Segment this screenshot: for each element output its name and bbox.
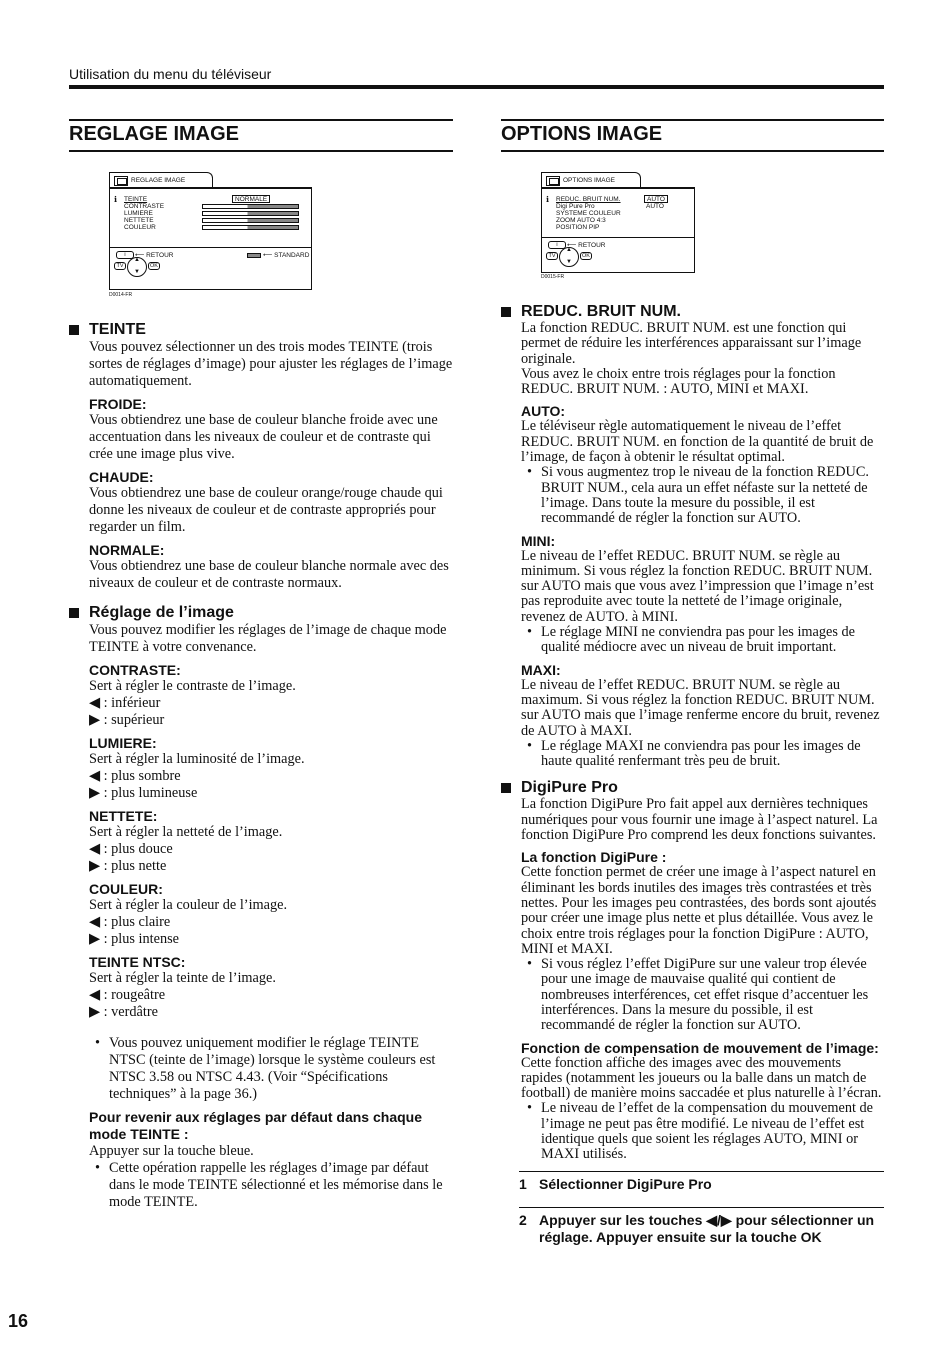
- mini-text: Le niveau de l’effet REDUC. BRUIT NUM. se règle au minimum. Si vous réglez la fonction REDUC. BRUIT NUM. sur AUTO mais que vous avez l’impression que l’image n’est pas reproduite avec toute la netteté de l’image originale, revenez de AUTO. à MINI.: [521, 547, 874, 625]
- heading-text: Réglage de l’image: [89, 604, 234, 621]
- reduc-heading: [501, 303, 884, 321]
- step-text: Sélectionner DigiPure Pro: [539, 1175, 712, 1192]
- reduc-text1: La fonction REDUC. BRUIT NUM. est une fonction qui permet de réduire les interférences apparaissant sur l’image originale.: [521, 320, 862, 367]
- slider-bar: [202, 204, 299, 209]
- standard-label: ⟵ STANDARD: [263, 252, 310, 259]
- standard-text: STANDARD: [274, 252, 310, 259]
- ntsc-left: ◀ : rougeâtre: [89, 987, 166, 1003]
- screen-menu-list: [556, 196, 621, 231]
- page-header: Utilisation du menu du téléviseur: [69, 66, 272, 82]
- froide-heading: FROIDE:: [89, 396, 147, 412]
- contraste-text: Sert à régler le contraste de l’image.: [89, 678, 296, 694]
- normale-heading: NORMALE:: [89, 542, 165, 558]
- digipure-text: La fonction DigiPure Pro fait appel aux dernières techniques numériques pour vous fournir une image à l’aspect naturel. La fonction DigiPure Pro comprend les deux fonctions suivantes.: [521, 796, 878, 844]
- figure-code: D0015-FR: [541, 274, 565, 280]
- maxi-text: Le niveau de l’effet REDUC. BRUIT NUM. se règle au maximum. Si vous réglez la fonction REDUC. BRUIT NUM. sur AUTO mais que l’image renferme encore du bruit, revenez de AUTO à MAXI.: [521, 676, 880, 739]
- digipure-heading: [501, 779, 884, 797]
- compensation-note: [501, 1101, 884, 1162]
- page-number: 16: [8, 1311, 29, 1331]
- nettete-heading: NETTETE:: [89, 808, 158, 824]
- contraste-right: ▶ : supérieur: [89, 712, 165, 728]
- screen-menu-item: LUMIERE: [124, 210, 153, 217]
- screen-menu-list: [124, 196, 164, 231]
- slider-bar: [202, 211, 299, 216]
- step-text: Appuyer sur les touches ◀/▶ pour sélectionner un réglage. Appuyer ensuite sur la touche OK: [539, 1211, 875, 1245]
- ntsc-text: Sert à régler la teinte de l’image.: [89, 970, 276, 986]
- screen-menu-item: POSITION PIP: [556, 224, 600, 231]
- header-rule: [69, 85, 884, 89]
- info-icon: ℹ: [546, 195, 550, 204]
- screen-menu-item: REDUC. BRUIT NUM.: [556, 196, 621, 203]
- ntsc-right: ▶ : verdâtre: [89, 1004, 158, 1020]
- value-box: AUTO: [644, 195, 668, 203]
- screen-tab: [109, 172, 213, 188]
- screen-box: [541, 187, 695, 273]
- bullet-text: • Si vous réglez l’effet DigiPure sur une valeur trop élevée pour une image de mauvaise qualité qui contient de nombreuses interférences, cet effet risque d’accentuer les interférences. Dans la mesure du possible, il est recommandé de régler la fonction sur AUTO.: [521, 957, 884, 1033]
- lumiere-heading: LUMIERE:: [89, 735, 157, 751]
- maxi-note: [501, 739, 884, 770]
- teinte-value-box: NORMALE: [232, 195, 270, 203]
- maxi-heading: MAXI:: [521, 661, 561, 678]
- defaut-text: Appuyer sur la touche bleue.: [89, 1143, 254, 1159]
- tv-menu-icon: [114, 176, 128, 186]
- slider-bar: [202, 225, 299, 230]
- step-2: [519, 1207, 884, 1246]
- step-number: 1: [519, 1175, 527, 1192]
- return-label: ⟵ RETOUR: [135, 252, 174, 259]
- defaut-heading: Pour revenir aux réglages par défaut dans chaque mode TEINTE :: [89, 1109, 422, 1142]
- mini-heading: MINI:: [521, 532, 556, 549]
- bullet-text: • Si vous augmentez trop le niveau de la fonction REDUC. BRUIT NUM., cela aura un effet néfaste sur la netteté de l’image. Dans toute la mesure du possible, il est recommandé de régler la fonction sur AUTO.: [521, 465, 884, 526]
- reduc-text2: Vous avez le choix entre trois réglages pour la fonction REDUC. BRUIT NUM. : AUTO, MINI et MAXI.: [521, 365, 836, 398]
- bullet-text: • Le réglage MAXI ne conviendra pas pour les images de haute qualité renfermant très peu de bruit.: [521, 739, 884, 770]
- ntsc-heading: TEINTE NTSC:: [89, 954, 186, 970]
- screen-menu-item: SYSTEME COULEUR: [556, 210, 621, 217]
- bullet-text: • Cette opération rappelle les réglages d’image par défaut dans le mode TEINTE sélectionné et les mémorise dans le mode TEINTE.: [89, 1160, 453, 1211]
- return-text: RETOUR: [578, 242, 606, 249]
- screen-menu-item: Digi Pure Pro: [556, 203, 595, 210]
- compensation-heading: Fonction de compensation de mouvement de l’image:: [521, 1039, 879, 1056]
- nettete-right: ▶ : plus nette: [89, 858, 167, 874]
- step-1: [519, 1171, 884, 1193]
- couleur-left: ◀ : plus claire: [89, 914, 171, 930]
- teinte-heading: [69, 321, 453, 339]
- square-bullet-icon: [501, 783, 511, 793]
- section-title-reglage-image: REGLAGE IMAGE: [69, 119, 453, 152]
- defaut-note: [69, 1160, 453, 1211]
- blue-key-icon: [247, 253, 261, 258]
- value-text: AUTO: [646, 203, 664, 210]
- step-number: 2: [519, 1211, 527, 1228]
- bullet-text: • Le réglage MINI ne conviendra pas pour les images de qualité médiocre avec un niveau de bruit important.: [521, 625, 884, 656]
- screen-menu-item: TEINTE: [124, 196, 148, 203]
- screen-menu-item: CONTRASTE: [124, 203, 165, 210]
- ntsc-note: [69, 1035, 453, 1103]
- right-column: [501, 119, 884, 1246]
- screen-menu-item: ZOOM AUTO 4:3: [556, 217, 606, 224]
- lumiere-text: Sert à régler la luminosité de l’image.: [89, 751, 305, 767]
- teinte-intro: Vous pouvez sélectionner un des trois modes TEINTE (trois sortes de réglages d’image) pour ajuster les réglages de l’image automatiquement.: [89, 339, 453, 389]
- auto-heading: AUTO:: [521, 403, 566, 420]
- key-ok-icon: OK: [148, 262, 160, 270]
- couleur-heading: COULEUR:: [89, 881, 163, 897]
- fonction-digipure-note: [501, 957, 884, 1033]
- auto-note: [501, 465, 884, 526]
- options-image-screen-illustration: [501, 170, 884, 305]
- heading-text: REDUC. BRUIT NUM.: [521, 303, 681, 320]
- dpad-icon: [559, 247, 579, 267]
- fonction-digipure-text: Cette fonction permet de créer une image à l’aspect naturel en éliminant les bords inutiles des images très contrastées et très nettes. Pour les images peu contrastées, des bords sont ajoutés pour créer une image plus nette et plus détaillée. Vous avez le choix entre trois réglages pour la fonction DigiPure : AUTO, MINI et MAXI.: [521, 864, 877, 957]
- couleur-right: ▶ : plus intense: [89, 931, 180, 947]
- screen-menu-item: COULEUR: [124, 224, 156, 231]
- left-column: [69, 119, 453, 1211]
- figure-code: D0014-FR: [109, 292, 133, 298]
- chaude-heading: CHAUDE:: [89, 469, 154, 485]
- screen-divider: [542, 237, 694, 238]
- key-i-icon: i: [548, 241, 566, 249]
- reglage-image-screen-illustration: [69, 170, 453, 305]
- section-title-options-image: OPTIONS IMAGE: [501, 119, 884, 152]
- mini-note: [501, 625, 884, 656]
- square-bullet-icon: [69, 608, 79, 618]
- reglage-heading: [69, 604, 453, 622]
- tv-menu-icon: [546, 176, 560, 186]
- key-ok-icon: OK: [580, 252, 592, 260]
- chaude-text: Vous obtiendrez une base de couleur orange/rouge chaude qui donne les niveaux de couleur et de contraste appropriés pour regarder un film.: [89, 485, 443, 535]
- key-tv-icon: TV: [546, 252, 558, 260]
- bullet-text: • Le niveau de l’effet de la compensation du mouvement de l’image ne peut pas être modifié. Le niveau de l’effet est identique quels que soient les réglages AUTO, MINI or MAXI utilisés.: [521, 1101, 884, 1162]
- key-i-icon: i: [116, 251, 134, 259]
- screen-menu-item: NETTETE: [124, 217, 154, 224]
- heading-text: DigiPure Pro: [521, 779, 618, 797]
- return-label: ⟵ RETOUR: [567, 242, 606, 249]
- auto-text: Le téléviseur règle automatiquement le niveau de l’effet REDUC. BRUIT NUM. en fonction de la quantité de bruit de l’image, de façon à obtenir le résultat optimal.: [521, 418, 874, 466]
- fonction-digipure-heading: La fonction DigiPure :: [521, 849, 667, 866]
- info-icon: ℹ: [114, 195, 118, 204]
- lumiere-right: ▶ : plus lumineuse: [89, 785, 198, 801]
- slider-bar: [202, 218, 299, 223]
- bullet-text: • Vous pouvez uniquement modifier le réglage TEINTE NTSC (teinte de l’image) lorsque le système couleurs est NTSC 3.58 ou NTSC 4.43. (Voir “Spécifications techniques” à la page 36.): [89, 1035, 453, 1103]
- nettete-left: ◀ : plus douce: [89, 841, 173, 857]
- reglage-intro: Vous pouvez modifier les réglages de l’image de chaque mode TEINTE à votre convenance.: [89, 622, 447, 655]
- return-text: RETOUR: [146, 252, 174, 259]
- couleur-text: Sert à régler la couleur de l’image.: [89, 897, 288, 913]
- screen-tab-label: OPTIONS IMAGE: [563, 177, 616, 184]
- screen-tab: [541, 172, 641, 188]
- heading-text: TEINTE: [89, 321, 146, 338]
- square-bullet-icon: [501, 307, 511, 317]
- screen-box: [109, 187, 312, 290]
- compensation-text: Cette fonction affiche des images avec des mouvements rapides (notamment les joueurs ou la balle dans un match de football) de manière moins saccadée et plus naturelle à l’écran.: [521, 1054, 882, 1102]
- square-bullet-icon: [69, 325, 79, 335]
- contraste-left: ◀ : inférieur: [89, 695, 161, 711]
- dpad-icon: [127, 257, 147, 277]
- contraste-heading: CONTRASTE:: [89, 662, 181, 678]
- screen-tab-label: REGLAGE IMAGE: [131, 177, 186, 184]
- key-tv-icon: TV: [114, 262, 126, 270]
- normale-text: Vous obtiendrez une base de couleur blanche normale avec des niveaux de couleur et de contraste normaux.: [89, 558, 449, 591]
- screen-divider: [110, 247, 311, 248]
- lumiere-left: ◀ : plus sombre: [89, 768, 181, 784]
- froide-text: Vous obtiendrez une base de couleur blanche froide avec une accentuation dans les niveaux de couleur et de contraste qui crée une image plus vive.: [89, 412, 438, 462]
- nettete-text: Sert à régler la netteté de l’image.: [89, 824, 283, 840]
